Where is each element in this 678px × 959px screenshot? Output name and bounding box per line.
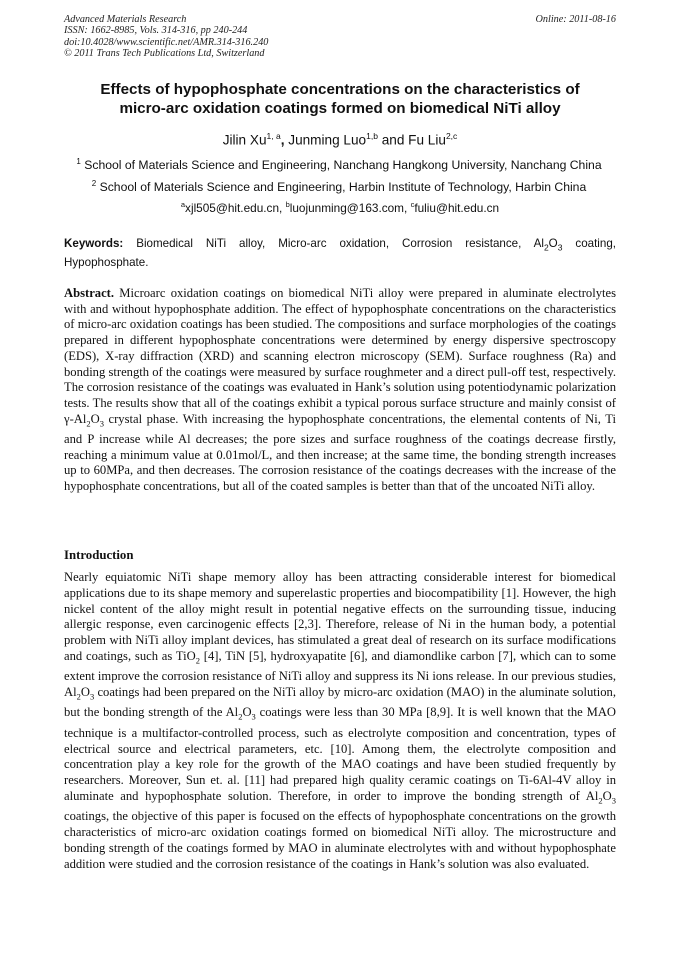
email-a: xjl505@hit.edu.cn, (185, 200, 286, 215)
subscript: 2 (86, 418, 91, 429)
intro-text: O (80, 685, 90, 700)
keywords-text: coating, Hypophosphate. (64, 237, 616, 270)
affiliation-2 (40, 179, 638, 194)
intro-text: coatings were less than 30 MPa [8,9]. It is well known that the MAO technique is a multifactor-controlled process, such as electrolyte composition and concentration, types of electrical source and electrical parameters, etc. [10]. Among them, the electrolyte composition and concentration play a key role for the growth of the MAO coatings and have been studied frequently by researchers. Moreover, Sun et. al. [11] had prepared high quality ceramic coatings on Ti-6Al-4V alloy in aluminate and hypophosphate solution. Therefore, in order to improve the bonding strength of Al (64, 705, 617, 803)
affiliation-text: School of Materials Science and Engineering, Harbin Institute of Technology, Harbin China (96, 180, 587, 195)
subscript: 3 (251, 711, 256, 722)
author-1: Jilin Xu (222, 132, 267, 148)
keywords-text: O (548, 237, 558, 250)
email-marker: c (410, 200, 415, 209)
publication-header (64, 14, 616, 60)
subscript: 3 (557, 242, 563, 253)
abstract-label: Abstract. (64, 286, 115, 300)
subscript: 3 (89, 691, 95, 702)
email-marker: a (180, 200, 186, 209)
intro-text: coatings had been prepared on the NiTi alloy by micro-arc oxidation (MAO) in the aluminate solution, but the bonding strength of the Al (64, 685, 616, 720)
author-emails (64, 200, 616, 215)
author-2-affil: 1,b (366, 131, 378, 141)
title-line-2: micro-arc oxidation coatings formed on biomedical NiTi alloy (119, 100, 561, 117)
intro-text: coatings, the objective of this paper is focused on the effects of hypophosphate concentrations on the growth characteristics of micro-arc oxidation coatings formed on biomedical NiTi alloy. The microstructure and bonding strength of the coatings formed by MAO in aluminate electrolytes with and without hypophosphate addition were studied and the corrosion resistance of the coatings in Hank’s solution was also evaluated. (64, 809, 616, 871)
author-3: Fu Liu (408, 132, 446, 148)
abstract-text: Microarc oxidation coatings on biomedical NiTi alloy were prepared in aluminate electrolytes with and without hypophosphate addition. The effect of hypophosphate concentrations on the characteristics of micro-arc oxidation coatings has been studied. The compositions and surface morphologies of the coatings prepared in different hypophosphate concentrations were determined by energy dispersive spectroscopy (EDS), X-ray diffraction (XRD) and scanning electron microscopy (SEM). Surface roughness (Ra) and bonding strength of the coatings were measured by surface roughmeter and a direct pull-off test, respectively. The corrosion resistance of the coatings was evaluated in Hank’s solution using potentiodynamic polarization tests. The results show that all of the coatings exhibit a typical porous surface structure and mainly consist of γ-Al (64, 286, 616, 426)
keywords-section (64, 236, 616, 271)
email-b: luojunming@163.com, (289, 200, 411, 215)
subscript: 2 (76, 691, 81, 702)
affiliation-number: 1 (76, 157, 81, 166)
issn-line: ISSN: 1662-8985, Vols. 314-316, pp 240-244 (64, 25, 248, 37)
abstract-text: crystal phase. With increasing the hypophosphate concentrations, the elemental contents of Ni, Ti and P increase while Al decreases; the pore sizes and surface roughness of the coatings decrease firstly, reaching a minimum value at 0.01mol/L, and then increase; at the same time, the bonding strength increases up to 60MPa, and then decreases. The corrosion resistance of the coatings decreases with the increase of the hypophosphate concentrations, but all of the coated samples is better than that of the uncoated NiTi alloy. (64, 411, 616, 493)
abstract-text: O (90, 411, 100, 426)
author-separator: , (280, 132, 289, 148)
intro-text: [4], TiN [5], hydroxyapatite [6], and diamondlike carbon [7], which can to some extent improve the corrosion resistance of NiTi alloy and suppress its Ni ions release. In our previous studies, Al (64, 648, 617, 700)
intro-text: Nearly equiatomic NiTi shape memory alloy has been attracting considerable interest for biomedical applications due to its shape memory and superelastic properties and biocompatibility [1]. However, the high nickel content of the alloy might result in potential negative effects on the surrounding tissue, inducing allergic response, even carcinogenic effects [2,3]. Therefore, release of Ni in the human body, a potential problem with NiTi alloy implant devices, has stimulated a great deal of research on its surface modifications and coatings, such as TiO (64, 570, 616, 663)
copyright-line: © 2011 Trans Tech Publications Ltd, Switzerland (64, 48, 265, 60)
author-separator: and (377, 132, 409, 148)
keywords-text: Biomedical NiTi alloy, Micro-arc oxidation, Corrosion resistance, Al (123, 237, 544, 250)
intro-text: O (602, 788, 612, 803)
abstract-section (64, 286, 616, 495)
subscript: 2 (598, 795, 603, 806)
subscript: 2 (195, 655, 200, 666)
affiliation-number: 2 (91, 179, 97, 188)
email-marker: b (285, 200, 290, 209)
title-line-1: Effects of hypophosphate concentrations on the characteristics of (100, 81, 580, 98)
subscript: 3 (99, 418, 104, 429)
author-list (64, 131, 616, 148)
subscript: 2 (543, 242, 549, 253)
subscript: 2 (238, 711, 243, 722)
introduction-heading: Introduction (64, 548, 134, 562)
introduction-body (64, 570, 616, 872)
affiliation-text: School of Materials Science and Engineering, Nanchang Hangkong University, Nanchang China (80, 158, 602, 173)
keywords-label: Keywords: (64, 237, 124, 250)
journal-name: Advanced Materials Research (64, 14, 187, 25)
email-c: fuliu@hit.edu.cn (414, 200, 500, 215)
author-3-affil: 2,c (445, 131, 458, 141)
author-1-affil: 1, a (266, 131, 281, 141)
paper-title (64, 80, 616, 118)
intro-text: O (242, 705, 252, 720)
online-date: Online: 2011-08-16 (535, 14, 616, 25)
doi-line: doi:10.4028/www.scientific.net/AMR.314-316.240 (64, 36, 269, 48)
author-2: Junming Luo (288, 132, 367, 148)
subscript: 3 (611, 795, 616, 806)
affiliation-1 (40, 157, 638, 172)
